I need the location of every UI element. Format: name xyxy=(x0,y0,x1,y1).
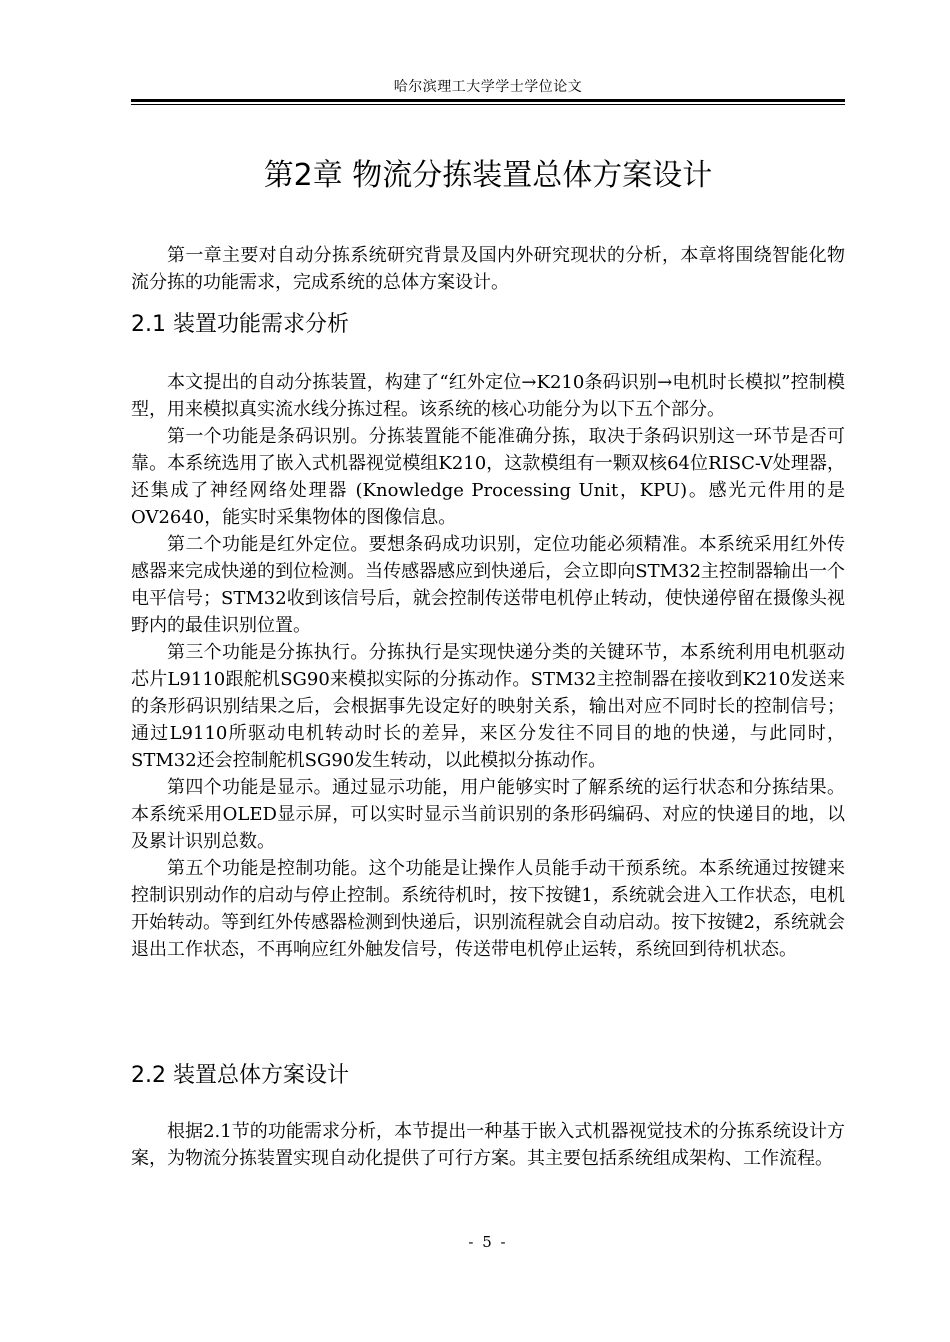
header-rule-thick xyxy=(131,99,845,102)
section-2-2-body xyxy=(131,1118,845,1172)
section-heading-2-2: 2.2 装置总体方案设计 xyxy=(131,1063,349,1088)
running-header: 哈尔滨理工大学学士学位论文 xyxy=(393,79,583,95)
page-number: - 5 - xyxy=(468,1233,508,1251)
header-rule-thin xyxy=(131,104,845,105)
paragraph-2-2-intro: 根据2.1节的功能需求分析，本节提出一种基于嵌入式机器视觉技术的分拣系统设计方案，为物流分拣装置实现自动化提供了可行方案。其主要包括系统组成架构、工作流程。 xyxy=(131,1121,845,1169)
section-2-2-heading-block xyxy=(131,1061,845,1091)
paragraph-overview: 本文提出的自动分拣装置，构建了“红外定位→K210条码识别→电机时长模拟”控制模型，用来模拟真实流水线分拣过程。该系统的核心功能分为以下五个部分。 xyxy=(131,372,845,420)
chapter-title: 第2章 物流分拣装置总体方案设计 xyxy=(263,158,713,193)
paragraph-function-1: 第一个功能是条码识别。分拣装置能不能准确分拣，取决于条码识别这一环节是否可靠。本系统选用了嵌入式机器视觉模组K210，这款模组有一颗双核64位RISC-V处理器，还集成了神经网络处理器 (Knowledge Processing Unit，KPU)。感光元件用的是OV2640，能实时采集物体的图像信息。 xyxy=(131,426,845,528)
paragraph-function-5: 第五个功能是控制功能。这个功能是让操作人员能手动干预系统。本系统通过按键来控制识别动作的启动与停止控制。系统待机时，按下按键1，系统就会进入工作状态，电机开始转动。等到红外传感器检测到快递后，识别流程就会自动启动。按下按键2，系统就会退出工作状态，不再响应红外触发信号，传送带电机停止运转，系统回到待机状态。 xyxy=(131,858,845,960)
paragraph-function-3: 第三个功能是分拣执行。分拣执行是实现快递分类的关键环节，本系统利用电机驱动芯片L9110跟舵机SG90来模拟实际的分拣动作。STM32主控制器在接收到K210发送来的条形码识别结果之后，会根据事先设定好的映射关系，输出对应不同时长的控制信号；通过L9110所驱动电机转动时长的差异，来区分发往不同目的地的快递，与此同时，STM32还会控制舵机SG90发生转动，以此模拟分拣动作。 xyxy=(131,642,845,771)
paragraph-function-4: 第四个功能是显示。通过显示功能，用户能够实时了解系统的运行状态和分拣结果。本系统采用OLED显示屏，可以实时显示当前识别的条形码编码、对应的快递目的地，以及累计识别总数。 xyxy=(131,777,845,852)
section-2-1-heading-block xyxy=(131,310,845,340)
paragraph-function-2: 第二个功能是红外定位。要想条码成功识别，定位功能必须精准。本系统采用红外传感器来完成快递的到位检测。当传感器感应到快递后，会立即向STM32主控制器输出一个电平信号；STM32收到该信号后，就会控制传送带电机停止转动，使快递停留在摄像头视野内的最佳识别位置。 xyxy=(131,534,845,636)
intro-paragraph: 第一章主要对自动分拣系统研究背景及国内外研究现状的分析，本章将围绕智能化物流分拣的功能需求，完成系统的总体方案设计。 xyxy=(131,245,845,293)
intro-block xyxy=(131,242,845,296)
section-heading-2-1: 2.1 装置功能需求分析 xyxy=(131,312,349,337)
section-2-1-body xyxy=(131,369,845,963)
